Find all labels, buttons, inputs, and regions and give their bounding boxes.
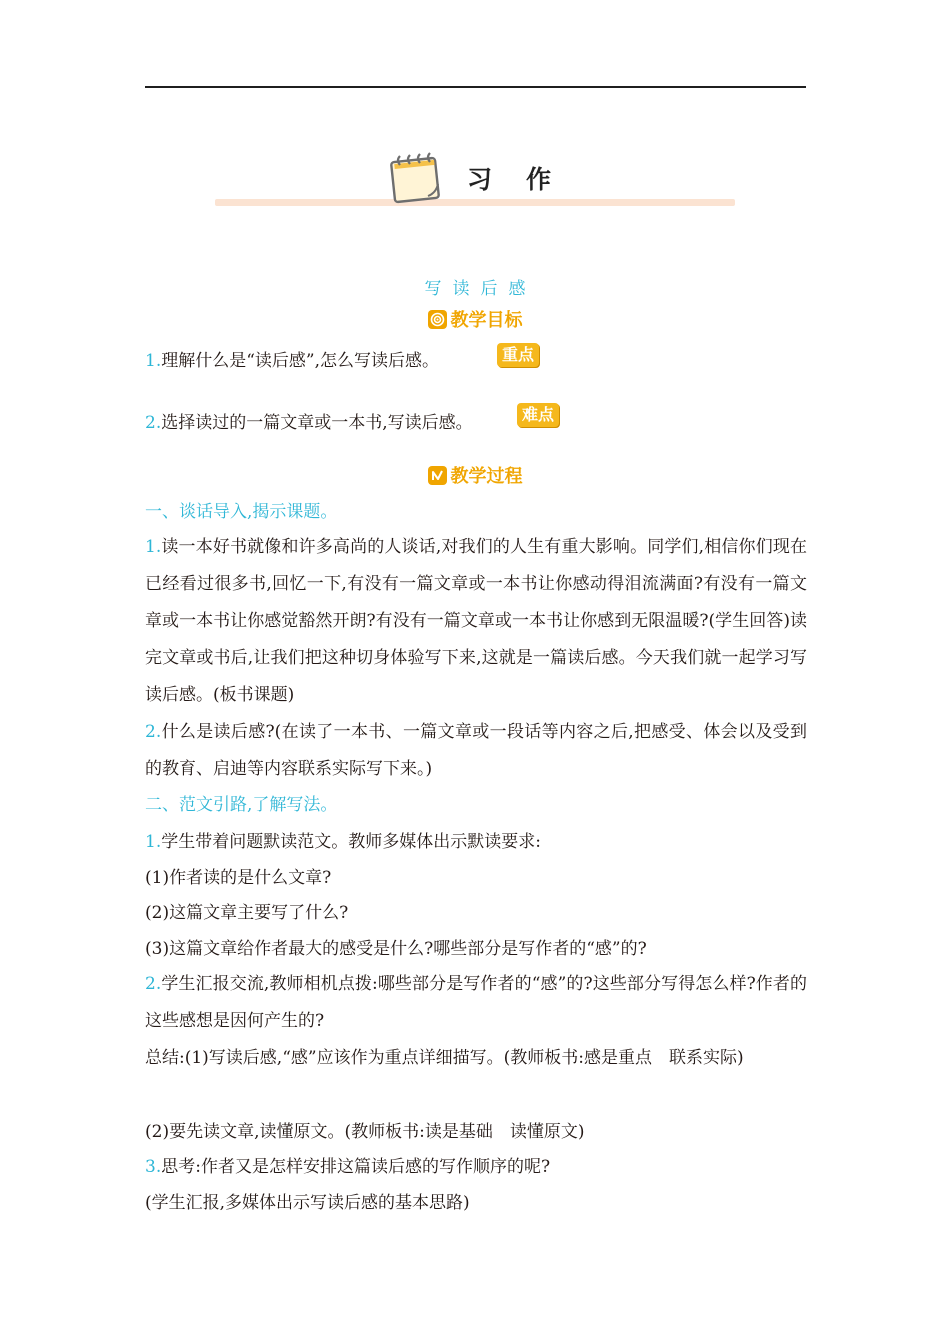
part1-title: 一、谈话导入,揭示课题。 <box>145 502 338 522</box>
goal-item-1 <box>145 351 439 371</box>
part2-text-3: 思考:作者又是怎样安排这篇读后感的写作顺序的呢? <box>161 1157 551 1177</box>
part2-num-1: 1. <box>145 832 162 852</box>
question-3: (3)这篇文章给作者最大的感受是什么?哪些部分是写作者的“感”的? <box>145 939 647 959</box>
part1-text-2: 什么是读后感?(在读了一本书、一篇文章或一段话等内容之后,把感受、体会以及受到的教育、启迪等内容联系实际写下来。) <box>145 722 807 779</box>
part2-num-2: 2. <box>145 974 162 994</box>
process-heading <box>0 462 950 488</box>
part2-num-3: 3. <box>145 1157 162 1177</box>
lesson-title: 写读后感 <box>424 279 537 299</box>
goal-text-1: 理解什么是“读后感”,怎么写读后感。 <box>161 351 440 371</box>
part1-num-1: 1. <box>145 537 162 557</box>
goal-text-2: 选择读过的一篇文章或一本书,写读后感。 <box>161 413 473 433</box>
header-band <box>215 199 735 206</box>
part2-paragraph-1 <box>145 832 541 852</box>
goal-item-2 <box>145 413 473 433</box>
goals-heading <box>0 306 950 332</box>
question-2: (2)这篇文章主要写了什么? <box>145 903 349 923</box>
part2-title: 二、范文引路,了解写法。 <box>145 795 338 815</box>
top-rule <box>145 86 806 88</box>
goals-heading-label: 教学目标 <box>450 310 523 331</box>
section-header <box>215 146 735 210</box>
part1-text-1: 读一本好书就像和许多高尚的人谈话,对我们的人生有重大影响。同学们,相信你们现在已经看过很多书,回忆一下,有没有一篇文章或一本书让你感动得泪流满面?有没有一篇文章或一本书让你感觉豁然开朗?有没有一篇文章或一本书让你感到无限温暖?(学生回答)读完文章或书后,让我们把这种切身体验写下来,这就是一篇读后感。今天我们就一起学习写读后感。(板书课题) <box>145 537 807 705</box>
process-icon <box>428 466 447 485</box>
closing-line: (学生汇报,多媒体出示写读后感的基本思路) <box>145 1193 470 1213</box>
target-icon <box>428 310 447 329</box>
summary-2: (2)要先读文章,读懂原文。(教师板书:读是基础 读懂原文) <box>145 1122 585 1142</box>
goal-num-1: 1. <box>145 351 162 371</box>
header-title: 习作 <box>467 165 586 194</box>
difficulty-badge: 难点 <box>517 403 559 427</box>
part1-paragraph-2 <box>145 714 807 788</box>
notepad-icon <box>390 150 446 204</box>
part2-paragraph-2 <box>145 966 807 1040</box>
part2-text-2: 学生汇报交流,教师相机点拨:哪些部分是写作者的“感”的?这些部分写得怎么样?作者的这些感想是因何产生的? <box>145 974 807 1031</box>
part1-paragraph-1 <box>145 529 807 714</box>
goal-num-2: 2. <box>145 413 162 433</box>
process-heading-label: 教学过程 <box>450 466 523 487</box>
part2-paragraph-3 <box>145 1157 550 1177</box>
summary-1: 总结:(1)写读后感,“感”应该作为重点详细描写。(教师板书:感是重点 联系实际) <box>145 1048 744 1068</box>
part1-num-2: 2. <box>145 722 162 742</box>
part2-text-1: 学生带着问题默读范文。教师多媒体出示默读要求: <box>161 832 541 852</box>
question-1: (1)作者读的是什么文章? <box>145 868 332 888</box>
key-point-badge: 重点 <box>497 343 539 367</box>
